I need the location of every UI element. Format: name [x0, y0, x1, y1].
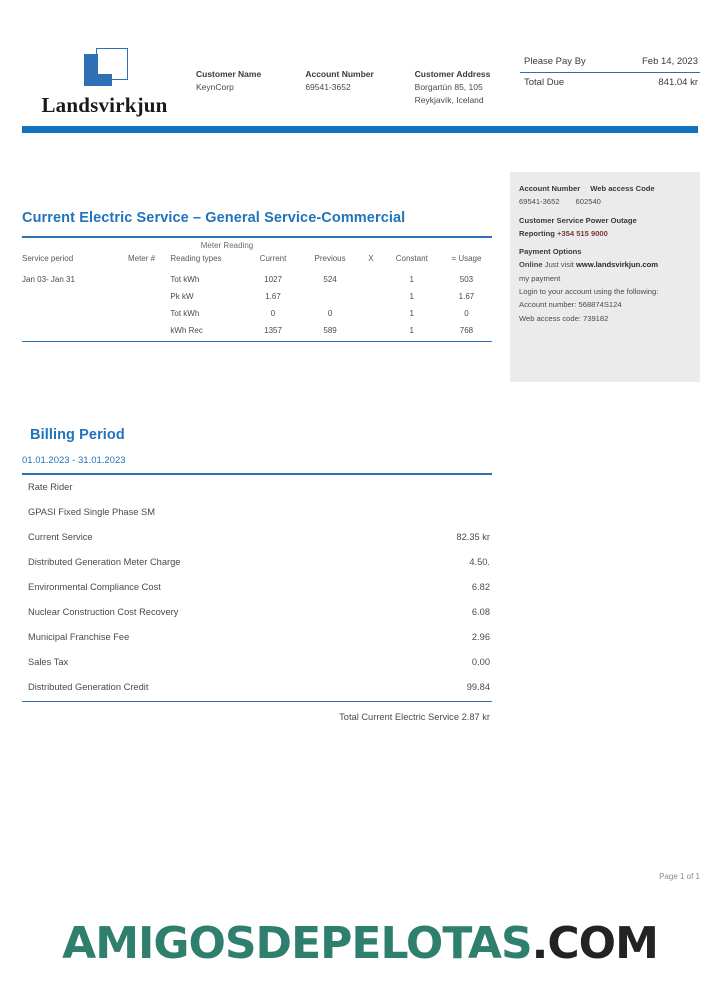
cell-constant: 1	[409, 308, 414, 318]
cell-constant: 1	[409, 325, 414, 335]
cell-service-period	[22, 322, 113, 339]
reporting-row	[519, 227, 691, 240]
charge-amount: 6.08	[471, 607, 490, 618]
reporting-phone: +354 515 9000	[556, 228, 608, 238]
table-row	[22, 288, 492, 305]
customer-address-label: Customer Address	[414, 69, 491, 79]
meter-reading-table	[22, 236, 492, 342]
column-header-current: Current	[259, 253, 287, 263]
charge-amount: 99.84	[466, 682, 490, 693]
charge-label: Distributed Generation Credit	[28, 682, 149, 693]
column-header-service-period: Service period	[22, 253, 74, 263]
document-header	[0, 40, 720, 130]
watermark-tld: .COM	[531, 918, 658, 969]
customer-name-label: Customer Name	[196, 69, 262, 79]
charge-amount: 0.00	[471, 657, 490, 668]
cell-meter	[113, 271, 171, 288]
cell-reading-type: Tot kWh	[170, 274, 200, 284]
payment-options-label: Payment Options	[519, 247, 582, 257]
cell-usage: 768	[459, 325, 474, 335]
login-web-access-code: Web access code: 739182	[519, 313, 609, 323]
cell-previous	[301, 288, 359, 305]
cell-current: 1.67	[265, 291, 281, 301]
sidebar-web-access-code-value: 602540	[575, 197, 601, 207]
charge-label: Environmental Compliance Cost	[28, 582, 161, 593]
website-link[interactable]: www.landsvirkjun.com	[576, 260, 659, 270]
cell-reading-type: Tot kWh	[170, 308, 200, 318]
cell-usage: 503	[459, 274, 474, 284]
rate-plan-row	[22, 500, 492, 525]
billing-details	[22, 455, 492, 722]
reporting-label: Reporting	[519, 228, 555, 238]
charge-label: Current Service	[28, 532, 93, 543]
cell-meter	[113, 322, 171, 339]
watermark-main: AMIGOSDEPELOTAS	[62, 918, 532, 969]
landsvirkjun-logo-icon	[82, 48, 128, 90]
online-text: Just visit	[544, 260, 574, 270]
cell-x	[359, 322, 382, 339]
company-name: Landsvirkjun	[41, 93, 168, 117]
cell-service-period	[22, 305, 113, 322]
meter-table-header-row	[22, 252, 492, 271]
table-row	[22, 271, 492, 288]
customer-name-value: KeynCorp	[196, 82, 234, 93]
column-header-constant: Constant	[395, 253, 428, 263]
charge-amount: 2.96	[471, 632, 490, 643]
table-row	[22, 322, 492, 339]
cell-x	[359, 288, 382, 305]
customer-service-label: Customer Service Power Outage	[519, 215, 637, 225]
charge-row	[22, 550, 492, 575]
account-number-column	[305, 68, 396, 108]
current-electric-service-title: Current Electric Service – General Service-Commercial	[22, 210, 406, 226]
cell-constant: 1	[409, 291, 414, 301]
charge-row	[22, 575, 492, 600]
column-header-usage: = Usage	[451, 253, 482, 263]
charge-label: Municipal Franchise Fee	[28, 632, 130, 643]
cell-usage: 1.67	[458, 291, 475, 301]
please-pay-by-row	[520, 52, 700, 73]
cell-constant: 1	[409, 274, 414, 284]
cell-current: 0	[270, 308, 276, 318]
customer-address-line2: Reykjavík, Iceland	[414, 95, 484, 106]
sidebar-header-row	[519, 182, 691, 195]
login-instructions: Login to your account using the following:	[519, 286, 659, 296]
column-header-reading-types: Reading types	[170, 253, 222, 263]
payment-summary-box	[520, 52, 700, 93]
total-current-electric-service: Total Current Electric Service 2.87 kr	[339, 712, 490, 723]
meter-table-bottom-rule	[22, 341, 492, 343]
meter-reading-label: Meter Reading	[200, 240, 254, 250]
billing-period-title: Billing Period	[30, 427, 125, 443]
charge-amount: 82.35 kr	[456, 532, 490, 543]
charge-row	[22, 650, 492, 675]
charge-row	[22, 600, 492, 625]
account-info-sidebar	[510, 172, 700, 382]
column-header-x: X	[368, 253, 374, 263]
cell-previous: 589	[323, 325, 337, 335]
charge-label: Nuclear Construction Cost Recovery	[28, 607, 179, 618]
online-payment-row	[519, 258, 691, 271]
cell-usage: 0	[464, 308, 469, 318]
cell-x	[359, 271, 382, 288]
customer-address-column	[415, 68, 506, 108]
sidebar-value-row	[519, 195, 691, 208]
account-number-value: 69541-3652	[305, 82, 351, 93]
cell-current: 1357	[264, 325, 282, 335]
charge-amount: 4.50.	[469, 557, 490, 568]
total-due-label: Total Due	[524, 77, 565, 88]
cell-reading-type: Pk kW	[170, 291, 194, 301]
login-account-number: Account number: 568874S124	[519, 300, 622, 310]
cell-x	[359, 305, 382, 322]
charge-row	[22, 675, 492, 700]
please-pay-by-value: Feb 14, 2023	[642, 56, 698, 67]
company-logo	[22, 48, 187, 118]
cell-service-period	[22, 288, 113, 305]
table-row	[22, 305, 492, 322]
customer-info	[196, 68, 506, 108]
sidebar-web-access-code-label: Web access Code	[590, 184, 655, 193]
sidebar-account-number-value: 69541-3652	[519, 197, 560, 207]
rate-rider-label: Rate Rider	[28, 482, 73, 493]
page-number: Page 1 of 1	[659, 872, 700, 881]
header-divider	[22, 126, 698, 133]
charge-row	[22, 625, 492, 650]
cell-previous: 524	[323, 274, 337, 284]
billing-period-dates: 01.01.2023 - 31.01.2023	[22, 455, 126, 466]
total-due-row	[520, 73, 700, 93]
charge-row	[22, 525, 492, 550]
cell-current: 1027	[264, 274, 282, 284]
rate-rider-row	[22, 475, 492, 500]
total-due-value: 841.04 kr	[658, 77, 698, 88]
cell-meter	[113, 305, 171, 322]
watermark	[0, 918, 720, 969]
cell-previous: 0	[327, 308, 333, 318]
charge-label: Distributed Generation Meter Charge	[28, 557, 181, 568]
my-payment-text: my payment	[519, 273, 561, 283]
customer-name-column	[196, 68, 287, 108]
cell-service-period: Jan 03- Jan 31	[22, 274, 75, 284]
online-label: Online	[519, 260, 543, 270]
customer-address-line1: Borgartún 85, 105	[414, 82, 483, 93]
column-header-meter: Meter #	[127, 253, 156, 263]
cell-reading-type: kWh Rec	[170, 325, 203, 335]
charge-label: Sales Tax	[28, 657, 69, 668]
cell-meter	[113, 288, 171, 305]
charge-amount: 6.82	[471, 582, 490, 593]
rate-plan-label: GPASI Fixed Single Phase SM	[28, 507, 155, 518]
sidebar-account-number-label: Account Number	[519, 184, 581, 193]
column-header-previous: Previous	[314, 253, 346, 263]
account-number-label: Account Number	[305, 69, 374, 79]
please-pay-by-label: Please Pay By	[524, 56, 586, 67]
